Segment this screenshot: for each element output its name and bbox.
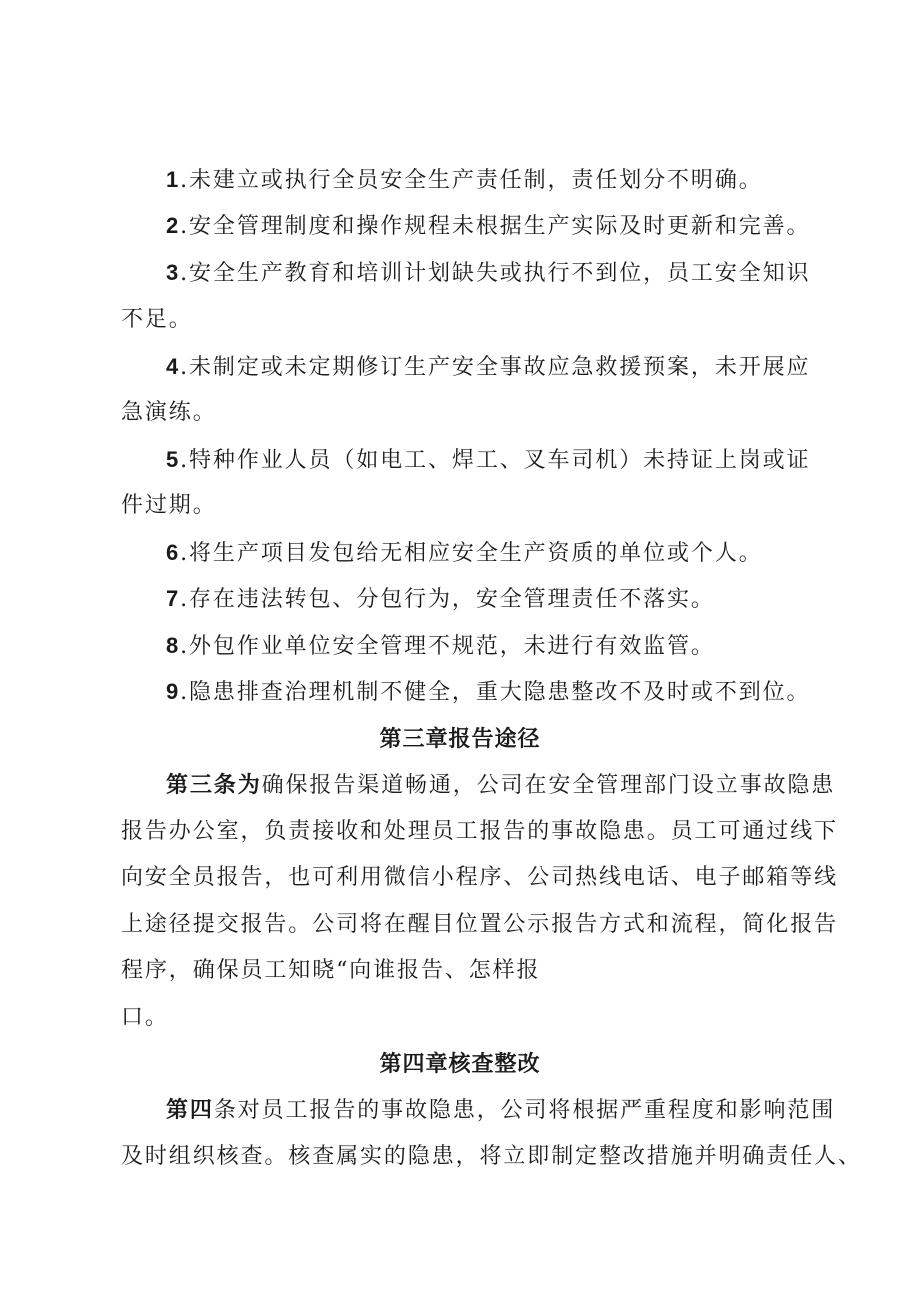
chapter-3-heading: 第三章报告途径 bbox=[379, 726, 541, 752]
article-4-line-2: 及时组织核查。核查属实的隐患，将立即制定整改措施并明确责任人、 bbox=[121, 1144, 862, 1169]
article-3-line-6: 口。 bbox=[121, 1005, 169, 1030]
item-number: 1 bbox=[166, 167, 181, 192]
article-3-line-4: 上途径提交报告。公司将在醒目位置公示报告方式和流程，简化报告 bbox=[121, 912, 839, 937]
article-3-line-3: 向安全员报告，也可利用微信小程序、公司热线电话、电子邮箱等线 bbox=[121, 865, 839, 890]
item-number: 2 bbox=[166, 213, 181, 238]
article-4-line-1 bbox=[0, 1095, 920, 1126]
list-item-1 bbox=[0, 165, 920, 196]
article-3-line-5: 程序，确保员工知晓“向谁报告、怎样报 bbox=[121, 958, 541, 983]
chapter-4-heading: 第四章核查整改 bbox=[379, 1051, 541, 1077]
list-item-9 bbox=[0, 677, 920, 708]
item-number: 7 bbox=[166, 586, 181, 611]
item-text: .隐患排查治理机制不健全，重大隐患整改不及时或不到位。 bbox=[180, 680, 811, 705]
item-number: 9 bbox=[166, 679, 181, 704]
article-4-text: 条对员工报告的事故隐患，公司将根据严重程度和影响范围 bbox=[213, 1098, 836, 1123]
list-item-3 bbox=[0, 258, 920, 289]
list-item-2 bbox=[0, 211, 920, 242]
item-text: .未建立或执行全员安全生产责任制，责任划分不明确。 bbox=[180, 168, 763, 193]
item-number: 3 bbox=[166, 260, 181, 285]
article-3-lead: 第三条为 bbox=[166, 772, 262, 798]
item-text: .将生产项目发包给无相应安全生产资质的单位或个人。 bbox=[180, 541, 763, 566]
item-number: 4 bbox=[166, 354, 181, 379]
list-item-3-continuation: 不足。 bbox=[121, 307, 193, 332]
item-text: .外包作业单位安全管理不规范，未进行有效监管。 bbox=[180, 634, 715, 659]
list-item-5 bbox=[0, 445, 920, 476]
item-text: .安全生产教育和培训计划缺失或执行不到位，员工安全知识 bbox=[180, 261, 811, 286]
item-text: .特种作业人员（如电工、焊工、叉车司机）未持证上岗或证 bbox=[180, 448, 811, 473]
item-text: .未制定或未定期修订生产安全事故应急救援预案，未开展应 bbox=[180, 355, 811, 380]
article-4-lead: 第四 bbox=[166, 1097, 214, 1123]
list-item-4-continuation: 急演练。 bbox=[121, 400, 217, 425]
list-item-6 bbox=[0, 538, 920, 569]
item-text: .安全管理制度和操作规程未根据生产实际及时更新和完善。 bbox=[180, 214, 811, 239]
list-item-8 bbox=[0, 631, 920, 662]
article-3-text: 确保报告渠道畅通，公司在安全管理部门设立事故隐患 bbox=[261, 773, 836, 798]
item-number: 5 bbox=[166, 447, 181, 472]
list-item-4 bbox=[0, 352, 920, 383]
list-item-7 bbox=[0, 584, 920, 615]
article-3-line-2: 报告办公室，负责接收和处理员工报告的事故隐患。员工可通过线下 bbox=[121, 819, 839, 844]
list-item-5-continuation: 件过期。 bbox=[121, 493, 217, 518]
article-3-line-1 bbox=[0, 770, 920, 801]
item-number: 8 bbox=[166, 633, 181, 658]
item-number: 6 bbox=[166, 540, 181, 565]
item-text: .存在违法转包、分包行为，安全管理责任不落实。 bbox=[180, 587, 715, 612]
